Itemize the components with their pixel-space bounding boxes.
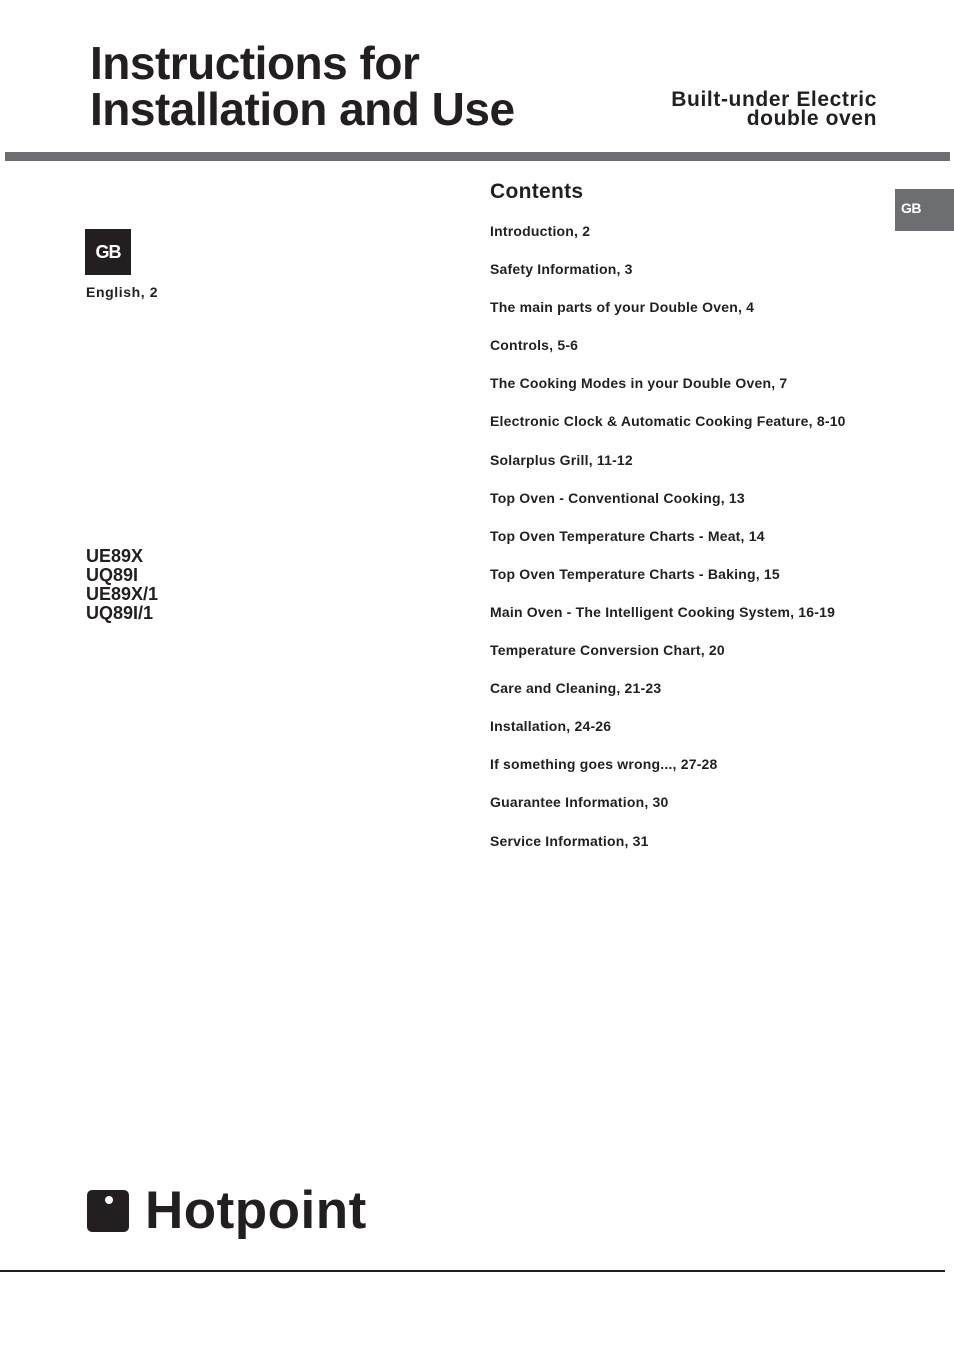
toc-entry: Temperature Conversion Chart, 20 bbox=[490, 642, 725, 659]
model-number: UQ89I/1 bbox=[86, 603, 154, 623]
toc-entry: The Cooking Modes in your Double Oven, 7 bbox=[490, 375, 788, 392]
header-divider bbox=[5, 152, 950, 161]
title-line-1: Instructions for bbox=[90, 37, 420, 89]
toc-entry: Top Oven Temperature Charts - Meat, 14 bbox=[490, 527, 765, 544]
toc-entry: The main parts of your Double Oven, 4 bbox=[490, 299, 755, 316]
brand-logo bbox=[87, 1181, 367, 1240]
brand-name: Hotpoint bbox=[145, 1181, 367, 1240]
toc-entry: Service Information, 31 bbox=[490, 832, 649, 849]
toc-entry: Electronic Clock & Automatic Cooking Feature, 8-10 bbox=[490, 413, 846, 430]
model-list bbox=[86, 547, 158, 623]
product-type-line-1: Built-under Electric bbox=[671, 88, 877, 111]
toc-entry: Top Oven Temperature Charts - Baking, 15 bbox=[490, 565, 780, 582]
model-number: UE89X/1 bbox=[86, 584, 159, 604]
toc-entry: Safety Information, 3 bbox=[490, 261, 633, 278]
footer-divider bbox=[0, 1270, 945, 1272]
language-side-tab: GB bbox=[895, 189, 954, 231]
toc-entry: Introduction, 2 bbox=[490, 223, 591, 239]
toc-entry: Solarplus Grill, 11-12 bbox=[490, 451, 633, 468]
product-type-line-2: double oven bbox=[746, 107, 877, 130]
toc-entry: Care and Cleaning, 21-23 bbox=[490, 680, 662, 697]
table-of-contents bbox=[490, 223, 846, 871]
product-type bbox=[671, 90, 877, 128]
toc-entry: Installation, 24-26 bbox=[490, 718, 612, 735]
language-entry: English, 2 bbox=[86, 284, 159, 300]
model-number: UQ89I bbox=[86, 565, 139, 585]
toc-entry: Guarantee Information, 30 bbox=[490, 794, 669, 811]
toc-entry: Main Oven - The Intelligent Cooking System, 16-19 bbox=[490, 603, 836, 620]
toc-entry: Controls, 5-6 bbox=[490, 337, 579, 354]
model-number: UE89X bbox=[86, 546, 144, 566]
toc-entry: Top Oven - Conventional Cooking, 13 bbox=[490, 489, 745, 506]
language-badge: GB bbox=[85, 229, 131, 275]
toc-entry: If something goes wrong..., 27-28 bbox=[490, 756, 718, 773]
hotpoint-logo-mark-icon bbox=[87, 1190, 129, 1232]
document-title bbox=[90, 37, 515, 135]
contents-heading: Contents bbox=[490, 180, 584, 203]
title-line-2: Installation and Use bbox=[90, 83, 515, 135]
